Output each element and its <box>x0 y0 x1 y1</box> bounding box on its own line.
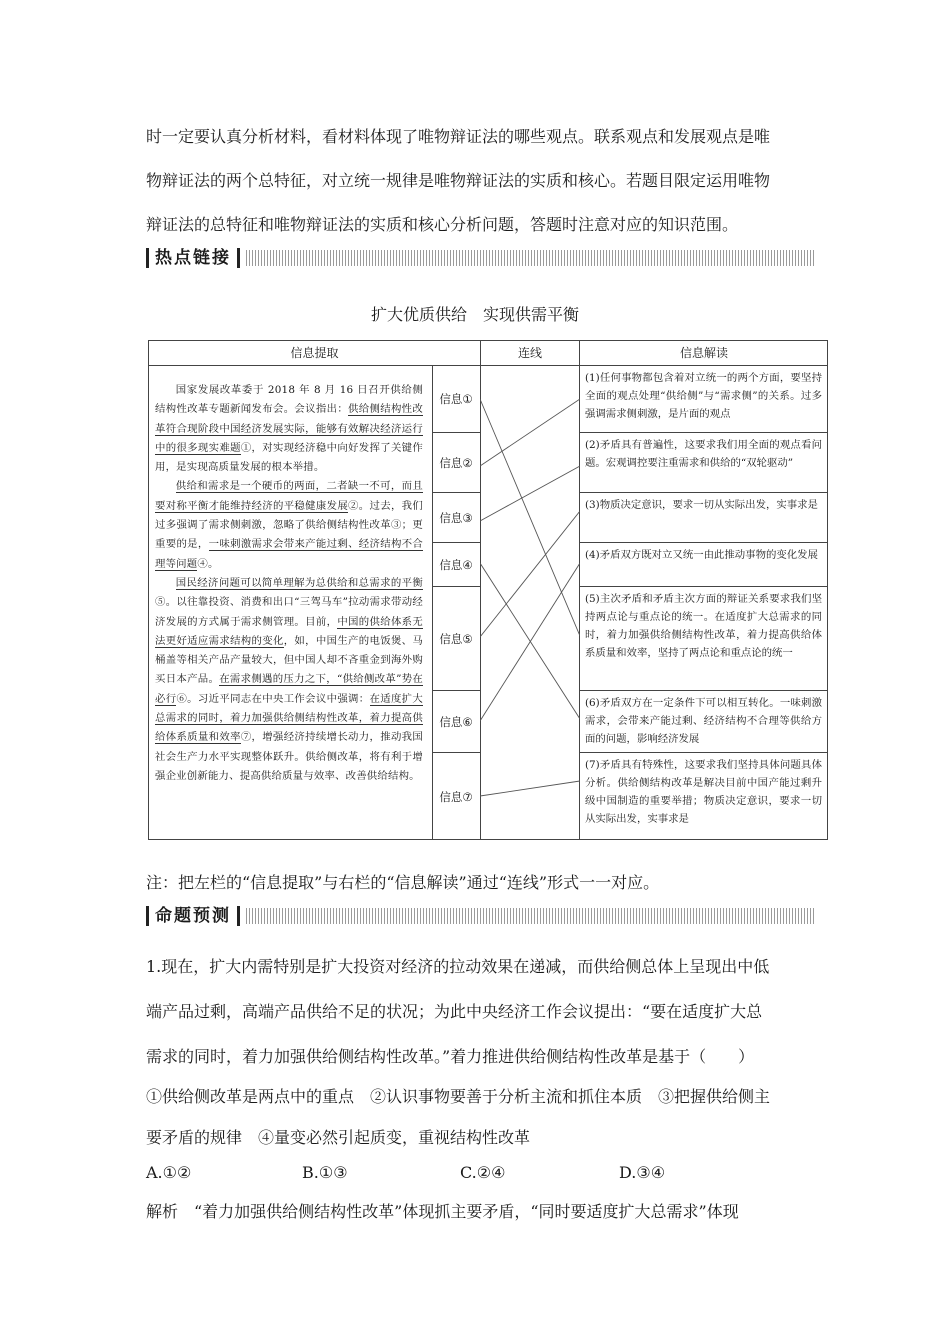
info-label-3: 信息③ <box>432 492 480 542</box>
connector-line <box>480 399 580 466</box>
info-label-5: 信息⑤ <box>432 586 480 690</box>
info-label-6: 信息⑥ <box>432 690 480 752</box>
intro-line-2: 物辩证法的两个总特征，对立统一规律是唯物辩证法的实质和核心。若题目限定运用唯物 <box>146 171 771 190</box>
option-b: B.①③ <box>302 1163 348 1182</box>
interp-7: (7)矛盾具有特殊性，这要求我们坚持具体问题具体分析。供给侧结构改革是解决目前中国产能过剩升级中国制造的重要举措；物质决定意识，要求一切从实际出发，实事求是 <box>579 752 828 840</box>
header-extract: 信息提取 <box>149 341 480 366</box>
header-interpret: 信息解读 <box>580 341 828 366</box>
connector-line <box>480 399 580 636</box>
interp-6: (6)矛盾双方在一定条件下可以相互转化。一味刺激需求，会带来产能过剩、经济结构不合理等供给方面的问题，影响经济发展 <box>579 690 828 752</box>
question-line-4: ①供给侧改革是两点中的重点 ②认识事物要善于分析主流和抓住本质 ③把握供给侧主 <box>146 1087 771 1106</box>
intro-line-3: 辩证法的总特征和唯物辩证法的实质和核心分析问题，答题时注意对应的知识范围。 <box>146 215 739 234</box>
section-header-prediction <box>146 903 814 929</box>
section-divider <box>246 908 814 924</box>
connector-line <box>480 781 580 796</box>
question-line-2: 端产品过剩，高端产品供给不足的状况；为此中央经济工作会议提出：“要在适度扩大总 <box>146 1002 763 1021</box>
intro-line-1: 时一定要认真分析材料，看材料体现了唯物辩证法的哪些观点。联系观点和发展观点是唯 <box>146 127 771 146</box>
connector-line <box>480 466 580 521</box>
question-line-3: 需求的同时，着力加强供给侧结构性改革。”着力推进供给侧结构性改革是基于（ ） <box>146 1047 755 1066</box>
info-label-1: 信息① <box>439 392 473 406</box>
table-title: 扩大优质供给 实现供需平衡 <box>370 305 579 324</box>
interp-1: (1)任何事物都包含着对立统一的两个方面，要坚持全面的观点处理“供给侧”与“需求侧”的关系。过多强调需求侧刺激，是片面的观点 <box>585 372 822 420</box>
table-note: 注：把左栏的“信息提取”与右栏的“信息解读”通过“连线”形式一一对应。 <box>146 873 660 892</box>
info-table <box>148 340 828 840</box>
option-c: C.②④ <box>460 1163 506 1182</box>
interp-2: (2)矛盾具有普遍性，这要求我们用全面的观点看问题。宏观调控要注重需求和供给的“双轮驱动” <box>579 432 828 492</box>
interp-4: (4)矛盾双方既对立又统一由此推动事物的变化发展 <box>579 542 828 586</box>
interp-3: (3)物质决定意识，要求一切从实际出发，实事求是 <box>579 492 828 542</box>
option-a: A.①② <box>146 1163 192 1182</box>
article-text: 国家发展改革委于 2018 年 8 月 16 日召开供给侧结构性改革专题新闻发布会。会议指出：供给侧结构性改革符合现阶段中国经济发展实际，能够有效解决经济运行中的很多现实难题①，对实现经济稳中向好发挥了关键作用，是实现高质量发展的根本举措。 供给和需求是一个硬币的两面，二者缺一不可，而且要对称平衡才能维持经济的平稳健康发展②。过去，我们过多强调了需求侧刺激，忽略了供给侧结构性改革③；更重要的是，一味刺激需求会带来产能过剩、经济结构不合理等问题④。 国民经济问题可以简单理解为总供给和总需求的平衡⑤。以往靠投资、消费和出口“三驾马车”拉动需求带动经济发展的方式属于需求侧管理。目前，中国的供给体系无法更好适应需求结构的变化，如，中国生产的电饭煲、马桶盖等相关产品产量较大，但中国人却不吝重金到海外购买日本产品。在需求侧遇的压力之下，“供给侧改革”势在必行⑥。习近平同志在中央工作会议中强调：在适度扩大总需求的同时，着力加强供给侧结构性改革，着力提高供给体系质量和效率⑦，增强经济持续增长动力，推动我国社会生产力水平实现整体跃升。供给侧改革，将有利于增强企业创新能力、提高供给质量与效率、改善供给结构。 <box>155 384 424 782</box>
interp-5: (5)主次矛盾和矛盾主次方面的辩证关系要求我们坚持两点论与重点论的统一。在适度扩大总需求的同时，着力加强供给侧结构性改革，着力提高供给体系质量和效率，坚持了两点论和重点论的统一 <box>579 586 828 690</box>
connector-lines <box>480 341 580 841</box>
info-label-2: 信息② <box>432 432 480 492</box>
info-label-7: 信息⑦ <box>432 752 480 840</box>
info-label-4: 信息④ <box>432 542 480 586</box>
section-divider <box>246 250 814 266</box>
section-header-hotspot <box>146 245 814 271</box>
question-line-1: 1.现在，扩大内需特别是扩大投资对经济的拉动效果在递减，而供给侧总体上呈现出中低 <box>146 957 770 976</box>
header-connect: 连线 <box>480 341 580 366</box>
option-d: D.③④ <box>619 1163 666 1182</box>
connector-line <box>480 511 580 637</box>
section-label: 热点链接 <box>146 248 240 268</box>
analysis-line: 解析 “着力加强供给侧结构性改革”体现抓主要矛盾，“同时要适度扩大总需求”体现 <box>146 1202 739 1221</box>
question-line-5: 要矛盾的规律 ④量变必然引起质变，重视结构性改革 <box>146 1128 531 1147</box>
section-label: 命题预测 <box>146 906 240 926</box>
